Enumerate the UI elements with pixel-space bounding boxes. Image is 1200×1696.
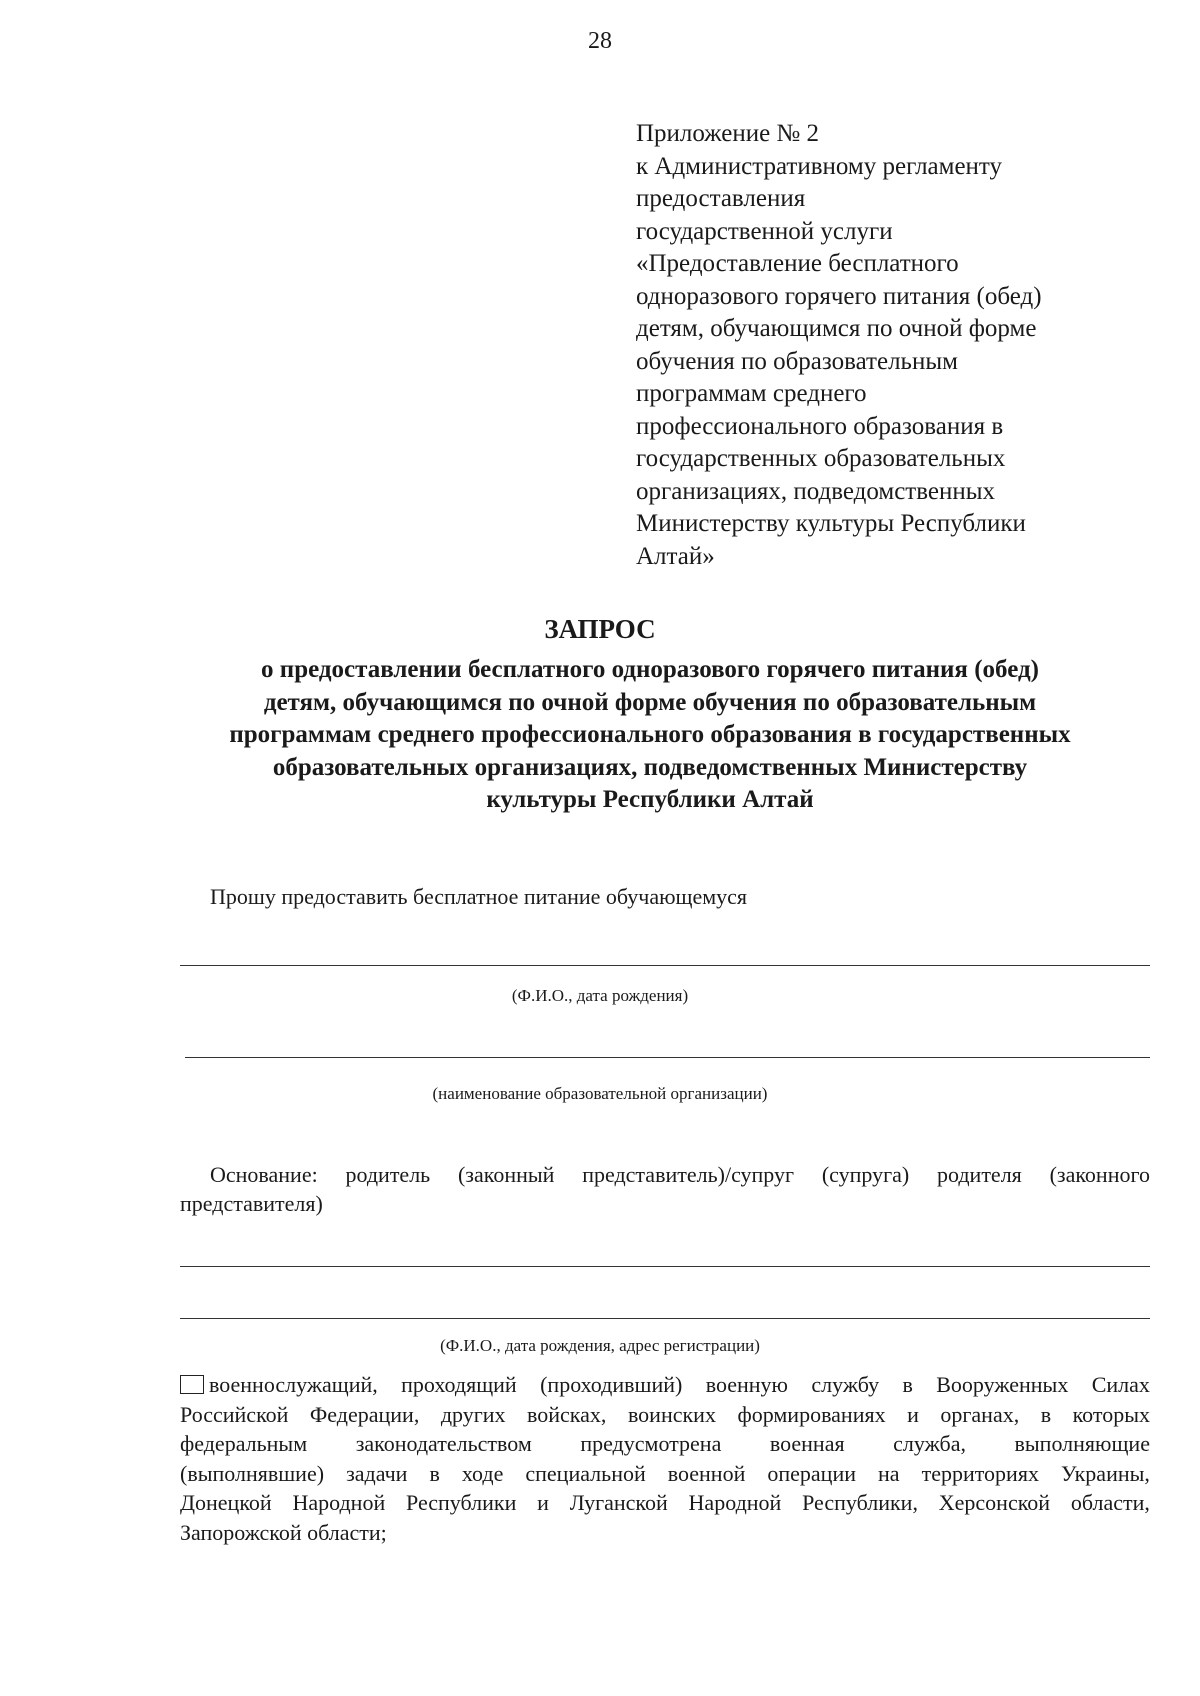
basis-word: родитель (345, 1162, 431, 1187)
option-word: Украины, (1060, 1460, 1150, 1486)
option-word: выполняющие (1014, 1431, 1150, 1456)
option-word: органах, (940, 1401, 1020, 1427)
appendix-line: детям, обучающимся по очной форме (636, 315, 1037, 342)
basis-word: представитель)/супруг (582, 1162, 795, 1187)
basis-word: (законного (1049, 1162, 1150, 1187)
option-word: Федерации, (309, 1401, 420, 1427)
parent-info-field-1[interactable] (180, 1266, 1150, 1267)
option-word: федеральным (180, 1431, 308, 1456)
option-word: формированиях (737, 1401, 886, 1427)
option-word: военная (769, 1431, 845, 1456)
option-word: Силах (1091, 1372, 1150, 1397)
option-first-word-wrap (180, 1370, 378, 1400)
option-word: проходящий (401, 1372, 517, 1397)
option-word: других (440, 1401, 506, 1427)
basis-word: родителя (936, 1162, 1022, 1187)
appendix-line: Приложение № 2 (636, 120, 820, 147)
document-subtitle (150, 654, 1150, 817)
option-word: Луганской (569, 1490, 668, 1515)
option-word: предусмотрена (580, 1431, 722, 1456)
basis-paragraph (180, 1160, 1150, 1218)
appendix-line: обучения по образовательным (636, 347, 958, 375)
option-word: Донецкой (180, 1490, 272, 1515)
organization-field[interactable] (185, 1057, 1150, 1058)
option-word: (выполнявшие) (180, 1460, 325, 1486)
option-line (180, 1488, 1150, 1518)
option-last-line: Запорожской области; (180, 1519, 387, 1545)
option-word: военной (667, 1460, 746, 1486)
option-line (180, 1370, 1150, 1400)
option-word: и (537, 1490, 549, 1515)
subtitle-line: программам среднего профессионального образования в государственных (229, 721, 1071, 748)
option-word: службу (811, 1372, 880, 1397)
appendix-line: государственных образовательных (636, 445, 1006, 472)
military-checkbox[interactable] (180, 1375, 204, 1394)
option-word: Народной (292, 1490, 386, 1515)
appendix-line: предоставления (636, 185, 806, 212)
option-word: Народной (688, 1490, 782, 1515)
option-word: в (429, 1460, 440, 1486)
option-word: военнослужащий, (209, 1372, 378, 1397)
option-word: области, (1070, 1490, 1150, 1515)
basis-word: (супруга) (821, 1162, 910, 1187)
appendix-line: государственной услуги (636, 217, 893, 245)
subtitle-line: о предоставлении бесплатного одноразового горячего питания (обед) (261, 656, 1039, 683)
option-word: (проходивший) (540, 1372, 683, 1397)
option-line (180, 1429, 1150, 1459)
option-word: в (902, 1372, 913, 1397)
document-title: ЗАПРОС (544, 614, 656, 644)
appendix-line: профессионального образования в (636, 412, 1004, 440)
student-name-field[interactable] (180, 965, 1150, 966)
option-line (180, 1459, 1150, 1489)
parent-info-caption: (Ф.И.О., дата рождения, адрес регистрации) (440, 1336, 760, 1355)
student-name-caption: (Ф.И.О., дата рождения) (511, 986, 689, 1005)
request-text: Прошу предоставить бесплатное питание обучающемуся (210, 884, 748, 909)
appendix-line: программам среднего (636, 380, 867, 407)
basis-line-2: представителя) (180, 1191, 323, 1216)
subtitle-line: детям, обучающимся по очной форме обучения по образовательным (263, 688, 1037, 716)
option-word: служба, (893, 1431, 966, 1456)
appendix-line: организациях, подведомственных (636, 477, 996, 505)
option-word: территориях (921, 1460, 1039, 1486)
appendix-line: к Административному регламенту (636, 152, 1003, 180)
option-word: воинских (627, 1401, 716, 1427)
parent-info-field-2[interactable] (180, 1318, 1150, 1319)
option-word: законодательством (355, 1431, 532, 1456)
option-word: Российской (180, 1401, 289, 1427)
basis-line-1 (180, 1160, 1150, 1189)
basis-word: Основание: (210, 1162, 318, 1187)
option-word: военную (705, 1372, 788, 1397)
basis-word: (законный (457, 1162, 555, 1187)
option-word: специальной (525, 1460, 646, 1486)
option-word: ходе (461, 1460, 504, 1486)
appendix-line: «Предоставление бесплатного (636, 250, 959, 277)
option-word: и (907, 1401, 919, 1427)
option-line (180, 1400, 1150, 1430)
page-number: 28 (588, 28, 612, 54)
subtitle-line: образовательных организациях, подведомственных Министерству (272, 753, 1028, 781)
option-word: Республики (406, 1490, 517, 1515)
appendix-line: одноразового горячего питания (обед) (636, 282, 1042, 310)
option-word: которых (1072, 1401, 1150, 1427)
option-word: в (1040, 1401, 1052, 1427)
organization-caption: (наименование образовательной организации) (432, 1084, 768, 1103)
option-word: Херсонской (938, 1490, 1051, 1515)
option-word: на (878, 1460, 900, 1486)
option-word: задачи (346, 1460, 408, 1486)
option-word: войсках, (527, 1401, 607, 1427)
subtitle-line: культуры Республики Алтай (486, 786, 814, 813)
option-word: Вооруженных (936, 1372, 1069, 1397)
appendix-line: Алтай» (636, 542, 715, 570)
option-word: операции (767, 1460, 856, 1486)
option-military (180, 1370, 1150, 1547)
appendix-note (636, 118, 1156, 573)
appendix-line: Министерству культуры Республики (636, 510, 1026, 537)
option-word: Республики, (802, 1490, 918, 1515)
